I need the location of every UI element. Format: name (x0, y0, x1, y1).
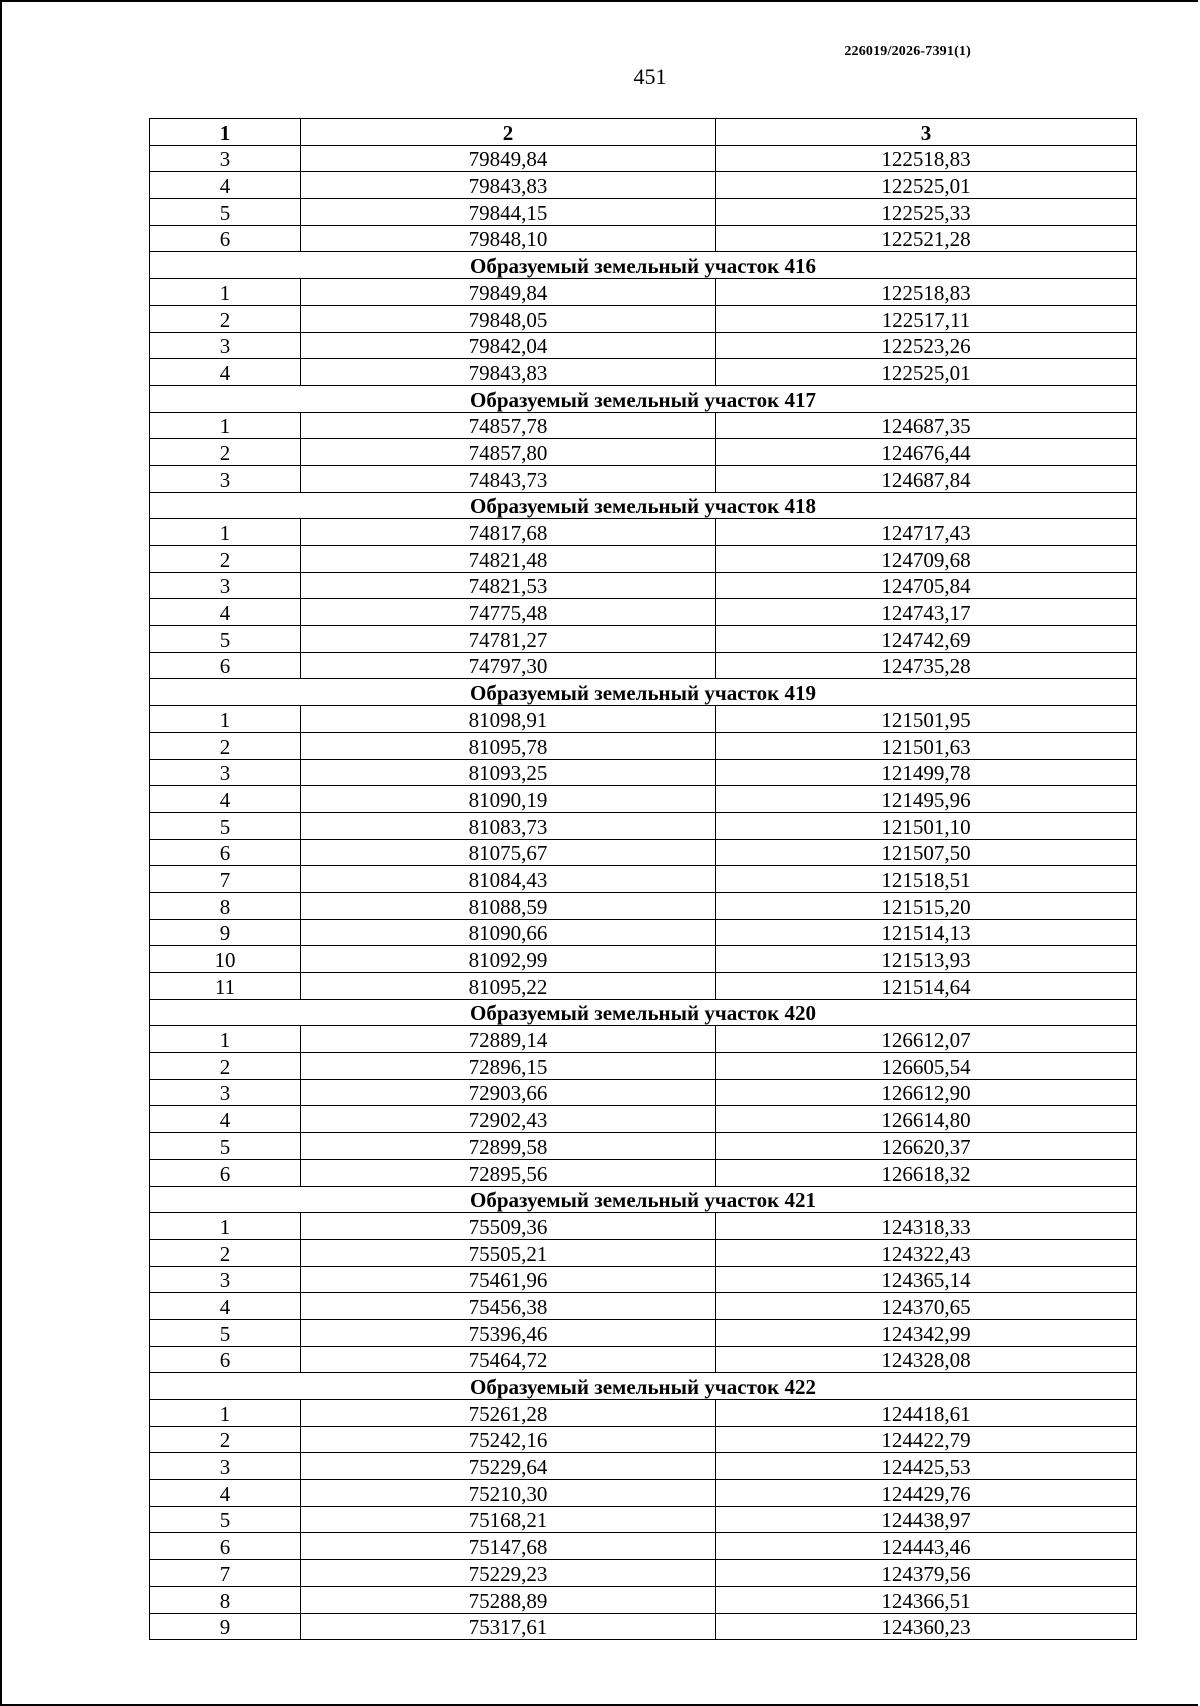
point-number-cell: 5 (150, 1319, 301, 1346)
point-number-cell: 4 (150, 599, 301, 626)
point-number-cell: 8 (150, 892, 301, 919)
x-coordinate-cell: 81092,99 (301, 946, 716, 973)
point-number-cell: 6 (150, 1346, 301, 1373)
point-number-cell: 3 (150, 572, 301, 599)
y-coordinate-cell: 124318,33 (716, 1213, 1137, 1240)
point-number-cell: 2 (150, 1239, 301, 1266)
y-coordinate-cell: 124676,44 (716, 439, 1137, 466)
y-coordinate-cell: 124379,56 (716, 1560, 1137, 1587)
table-row (150, 1133, 1137, 1160)
y-coordinate-cell: 124735,28 (716, 652, 1137, 679)
table-row (150, 1400, 1137, 1427)
section-title-row (150, 679, 1137, 706)
y-coordinate-cell: 124365,14 (716, 1266, 1137, 1293)
table-row (150, 1159, 1137, 1186)
x-coordinate-cell: 75229,64 (301, 1453, 716, 1480)
x-coordinate-cell: 79842,04 (301, 332, 716, 359)
table-row (150, 892, 1137, 919)
table-row (150, 1506, 1137, 1533)
y-coordinate-cell: 124742,69 (716, 626, 1137, 653)
y-coordinate-cell: 121513,93 (716, 946, 1137, 973)
y-coordinate-cell: 124687,84 (716, 465, 1137, 492)
x-coordinate-cell: 79849,84 (301, 145, 716, 172)
y-coordinate-cell: 126620,37 (716, 1133, 1137, 1160)
y-coordinate-cell: 124370,65 (716, 1293, 1137, 1320)
y-coordinate-cell: 122523,26 (716, 332, 1137, 359)
point-number-cell: 9 (150, 1613, 301, 1640)
y-coordinate-cell: 121514,13 (716, 919, 1137, 946)
x-coordinate-cell: 81088,59 (301, 892, 716, 919)
y-coordinate-cell: 124429,76 (716, 1480, 1137, 1507)
y-coordinate-cell: 122525,33 (716, 199, 1137, 226)
table-row (150, 1533, 1137, 1560)
point-number-cell: 6 (150, 839, 301, 866)
point-number-cell: 4 (150, 172, 301, 199)
table-row (150, 839, 1137, 866)
point-number-cell: 6 (150, 652, 301, 679)
section-title-row (150, 1186, 1137, 1213)
table-row (150, 332, 1137, 359)
y-coordinate-cell: 124438,97 (716, 1506, 1137, 1533)
section-title: Образуемый земельный участок 418 (150, 492, 1137, 519)
y-coordinate-cell: 122518,83 (716, 279, 1137, 306)
point-number-cell: 5 (150, 1133, 301, 1160)
y-coordinate-cell: 124328,08 (716, 1346, 1137, 1373)
table-row (150, 759, 1137, 786)
x-coordinate-cell: 75464,72 (301, 1346, 716, 1373)
x-coordinate-cell: 74857,78 (301, 412, 716, 439)
section-title: Образуемый земельный участок 420 (150, 999, 1137, 1026)
y-coordinate-cell: 121501,95 (716, 706, 1137, 733)
table-row (150, 1239, 1137, 1266)
table-row (150, 1106, 1137, 1133)
x-coordinate-cell: 81093,25 (301, 759, 716, 786)
x-coordinate-cell: 81090,66 (301, 919, 716, 946)
table-row (150, 519, 1137, 546)
x-coordinate-cell: 72903,66 (301, 1079, 716, 1106)
point-number-cell: 2 (150, 439, 301, 466)
x-coordinate-cell: 79848,05 (301, 305, 716, 332)
table-row (150, 946, 1137, 973)
x-coordinate-cell: 74817,68 (301, 519, 716, 546)
y-coordinate-cell: 124743,17 (716, 599, 1137, 626)
x-coordinate-cell: 75456,38 (301, 1293, 716, 1320)
point-number-cell: 1 (150, 1026, 301, 1053)
point-number-cell: 3 (150, 1079, 301, 1106)
table-row (150, 1560, 1137, 1587)
y-coordinate-cell: 121514,64 (716, 973, 1137, 1000)
x-coordinate-cell: 72899,58 (301, 1133, 716, 1160)
page-number: 451 (633, 64, 667, 89)
table-row (150, 652, 1137, 679)
point-number-cell: 2 (150, 546, 301, 573)
point-number-cell: 3 (150, 1453, 301, 1480)
x-coordinate-cell: 75242,16 (301, 1426, 716, 1453)
table-row (150, 145, 1137, 172)
x-coordinate-cell: 75509,36 (301, 1213, 716, 1240)
table-row (150, 465, 1137, 492)
table-row (150, 359, 1137, 386)
point-number-cell: 2 (150, 1426, 301, 1453)
x-coordinate-cell: 75461,96 (301, 1266, 716, 1293)
table-row (150, 599, 1137, 626)
document-number: 226019/2026-7391(1) (844, 44, 971, 59)
y-coordinate-cell: 124705,84 (716, 572, 1137, 599)
y-coordinate-cell: 121518,51 (716, 866, 1137, 893)
y-coordinate-cell: 121515,20 (716, 892, 1137, 919)
point-number-cell: 1 (150, 519, 301, 546)
y-coordinate-cell: 124366,51 (716, 1586, 1137, 1613)
point-number-cell: 5 (150, 199, 301, 226)
table-row (150, 1480, 1137, 1507)
table-row (150, 732, 1137, 759)
y-coordinate-cell: 124717,43 (716, 519, 1137, 546)
table-row (150, 279, 1137, 306)
section-title-row (150, 492, 1137, 519)
x-coordinate-cell: 81090,19 (301, 786, 716, 813)
x-coordinate-cell: 81095,22 (301, 973, 716, 1000)
y-coordinate-cell: 121499,78 (716, 759, 1137, 786)
section-title-row (150, 999, 1137, 1026)
column-header-2: 2 (301, 119, 716, 146)
table-row (150, 1213, 1137, 1240)
table-row (150, 546, 1137, 573)
point-number-cell: 3 (150, 332, 301, 359)
table-row (150, 1053, 1137, 1080)
table-row (150, 786, 1137, 813)
point-number-cell: 7 (150, 1560, 301, 1587)
table-row (150, 1346, 1137, 1373)
point-number-cell: 2 (150, 305, 301, 332)
point-number-cell: 6 (150, 1533, 301, 1560)
point-number-cell: 4 (150, 786, 301, 813)
y-coordinate-cell: 124443,46 (716, 1533, 1137, 1560)
x-coordinate-cell: 79849,84 (301, 279, 716, 306)
column-header-1: 1 (150, 119, 301, 146)
point-number-cell: 6 (150, 225, 301, 252)
table-row (150, 305, 1137, 332)
table-row (150, 1079, 1137, 1106)
x-coordinate-cell: 74821,53 (301, 572, 716, 599)
point-number-cell: 3 (150, 1266, 301, 1293)
table-row (150, 1426, 1137, 1453)
x-coordinate-cell: 75147,68 (301, 1533, 716, 1560)
y-coordinate-cell: 121495,96 (716, 786, 1137, 813)
point-number-cell: 3 (150, 759, 301, 786)
y-coordinate-cell: 124687,35 (716, 412, 1137, 439)
x-coordinate-cell: 72896,15 (301, 1053, 716, 1080)
point-number-cell: 4 (150, 359, 301, 386)
point-number-cell: 7 (150, 866, 301, 893)
x-coordinate-cell: 74781,27 (301, 626, 716, 653)
point-number-cell: 1 (150, 706, 301, 733)
table-row (150, 1026, 1137, 1053)
table-row (150, 439, 1137, 466)
x-coordinate-cell: 72895,56 (301, 1159, 716, 1186)
section-title-row (150, 1373, 1137, 1400)
y-coordinate-cell: 124322,43 (716, 1239, 1137, 1266)
section-title: Образуемый земельный участок 419 (150, 679, 1137, 706)
x-coordinate-cell: 81098,91 (301, 706, 716, 733)
y-coordinate-cell: 122518,83 (716, 145, 1137, 172)
point-number-cell: 2 (150, 732, 301, 759)
y-coordinate-cell: 126618,32 (716, 1159, 1137, 1186)
x-coordinate-cell: 74843,73 (301, 465, 716, 492)
point-number-cell: 3 (150, 145, 301, 172)
x-coordinate-cell: 74821,48 (301, 546, 716, 573)
x-coordinate-cell: 75229,23 (301, 1560, 716, 1587)
table-body (150, 145, 1137, 1640)
table-row (150, 973, 1137, 1000)
point-number-cell: 2 (150, 1053, 301, 1080)
x-coordinate-cell: 72889,14 (301, 1026, 716, 1053)
section-title: Образуемый земельный участок 417 (150, 385, 1137, 412)
table-row (150, 866, 1137, 893)
x-coordinate-cell: 81083,73 (301, 812, 716, 839)
table-row (150, 1453, 1137, 1480)
table-row (150, 919, 1137, 946)
x-coordinate-cell: 79843,83 (301, 359, 716, 386)
point-number-cell: 8 (150, 1586, 301, 1613)
y-coordinate-cell: 126612,07 (716, 1026, 1137, 1053)
section-title: Образуемый земельный участок 421 (150, 1186, 1137, 1213)
table-row (150, 812, 1137, 839)
y-coordinate-cell: 126614,80 (716, 1106, 1137, 1133)
y-coordinate-cell: 121507,50 (716, 839, 1137, 866)
table-row (150, 412, 1137, 439)
y-coordinate-cell: 122525,01 (716, 172, 1137, 199)
table-row (150, 706, 1137, 733)
x-coordinate-cell: 81075,67 (301, 839, 716, 866)
point-number-cell: 4 (150, 1480, 301, 1507)
y-coordinate-cell: 121501,10 (716, 812, 1137, 839)
y-coordinate-cell: 124709,68 (716, 546, 1137, 573)
section-title: Образуемый земельный участок 422 (150, 1373, 1137, 1400)
y-coordinate-cell: 122517,11 (716, 305, 1137, 332)
y-coordinate-cell: 122525,01 (716, 359, 1137, 386)
table-row (150, 1319, 1137, 1346)
x-coordinate-cell: 75210,30 (301, 1480, 716, 1507)
y-coordinate-cell: 124425,53 (716, 1453, 1137, 1480)
y-coordinate-cell: 124422,79 (716, 1426, 1137, 1453)
point-number-cell: 4 (150, 1293, 301, 1320)
table-row (150, 572, 1137, 599)
column-header-3: 3 (716, 119, 1137, 146)
point-number-cell: 3 (150, 465, 301, 492)
x-coordinate-cell: 75505,21 (301, 1239, 716, 1266)
x-coordinate-cell: 75168,21 (301, 1506, 716, 1533)
x-coordinate-cell: 74857,80 (301, 439, 716, 466)
table-row (150, 225, 1137, 252)
y-coordinate-cell: 126612,90 (716, 1079, 1137, 1106)
point-number-cell: 5 (150, 1506, 301, 1533)
x-coordinate-cell: 81095,78 (301, 732, 716, 759)
table-row (150, 199, 1137, 226)
table-row (150, 1293, 1137, 1320)
x-coordinate-cell: 74775,48 (301, 599, 716, 626)
y-coordinate-cell: 121501,63 (716, 732, 1137, 759)
point-number-cell: 9 (150, 919, 301, 946)
x-coordinate-cell: 72902,43 (301, 1106, 716, 1133)
point-number-cell: 11 (150, 973, 301, 1000)
y-coordinate-cell: 126605,54 (716, 1053, 1137, 1080)
table-header-row (150, 119, 1137, 146)
point-number-cell: 4 (150, 1106, 301, 1133)
coordinates-table (149, 118, 1137, 1640)
x-coordinate-cell: 75261,28 (301, 1400, 716, 1427)
table-row (150, 1586, 1137, 1613)
x-coordinate-cell: 79843,83 (301, 172, 716, 199)
point-number-cell: 5 (150, 626, 301, 653)
x-coordinate-cell: 75317,61 (301, 1613, 716, 1640)
point-number-cell: 1 (150, 1400, 301, 1427)
y-coordinate-cell: 124342,99 (716, 1319, 1137, 1346)
y-coordinate-cell: 122521,28 (716, 225, 1137, 252)
x-coordinate-cell: 75288,89 (301, 1586, 716, 1613)
point-number-cell: 5 (150, 812, 301, 839)
section-title-row (150, 252, 1137, 279)
x-coordinate-cell: 74797,30 (301, 652, 716, 679)
x-coordinate-cell: 79848,10 (301, 225, 716, 252)
section-title: Образуемый земельный участок 416 (150, 252, 1137, 279)
y-coordinate-cell: 124418,61 (716, 1400, 1137, 1427)
table-row (150, 1613, 1137, 1640)
point-number-cell: 10 (150, 946, 301, 973)
table-row (150, 1266, 1137, 1293)
point-number-cell: 6 (150, 1159, 301, 1186)
x-coordinate-cell: 81084,43 (301, 866, 716, 893)
y-coordinate-cell: 124360,23 (716, 1613, 1137, 1640)
x-coordinate-cell: 79844,15 (301, 199, 716, 226)
x-coordinate-cell: 75396,46 (301, 1319, 716, 1346)
point-number-cell: 1 (150, 412, 301, 439)
point-number-cell: 1 (150, 279, 301, 306)
point-number-cell: 1 (150, 1213, 301, 1240)
table-row (150, 172, 1137, 199)
section-title-row (150, 385, 1137, 412)
table-row (150, 626, 1137, 653)
